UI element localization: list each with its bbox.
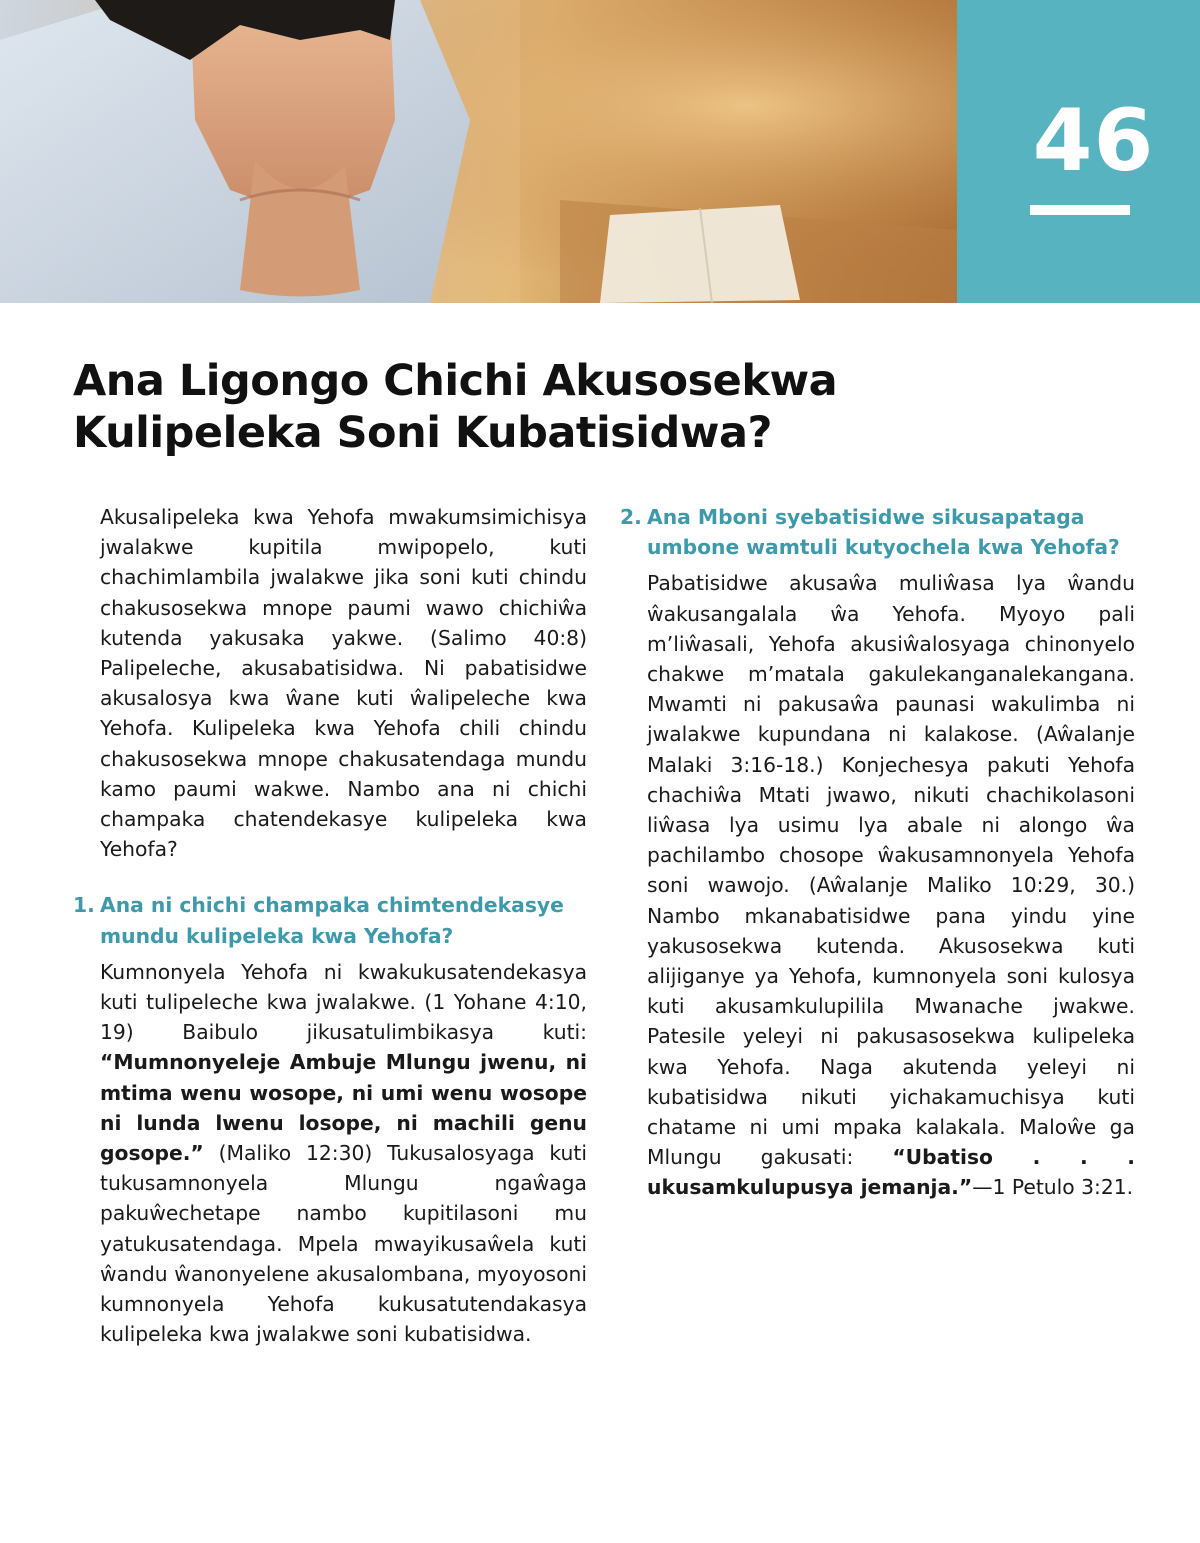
section-2-text-before: Pabatisidwe akusaŵa muliŵasa lya ŵandu ŵakusangalala ŵa Yehofa. Myoyo pali m’liŵasali, Yehofa akusiŵalosyaga chinonyelo chakwe m’matala gakulekanganalekangana. Mwamti ni pakusaŵa paunasi wakulimba ni jwalakwe kupundana ni kalakose. (Aŵalanje Malaki 3:16-18.) Konjechesya pakuti Yehofa chachiŵa Mtati jwawo, nikuti chachikolasoni liŵasa lya usimu lya abale ni alongo ŵa pachilambo chosope ŵakusamnonyela Yehofa soni wawojo. (Aŵalanje Maliko 10:29, 30.) Nambo mkanabatisidwe pana yindu yine yakusosekwa kutenda. Akusosekwa kuti alijiganye ya Yehofa, kumnonyela soni kulosya kuti akusamkulupilila Mwanache jwakwe. Patesile yeleyi ni pakusasosekwa kulipeleka kwa Yehofa. Naga akutenda yeleyi ni kubatisidwa nikuti yichakamuchisya kuti chatame ni umi mpaka kalakala. Maloŵe ga Mlungu gakusati: xyxy=(647,571,1135,1170)
section-1-text-after: (Maliko 12:30) Tukusalosyaga kuti tukusamnonyela Mlungu ngaŵaga pakuŵechetape nambo kupitilasoni mu yatukusatendaga. Mpela mwayikusaŵela kuti ŵandu ŵanonyelene akusalombana, myoyosoni kumnonyela Yehofa kukusatutendakasya kulipeleka kwa jwalakwe soni kubatisidwa. xyxy=(100,1141,587,1347)
right-column xyxy=(620,502,1135,1203)
left-column xyxy=(73,502,587,1349)
lesson-number-underline xyxy=(1030,205,1130,215)
praying-man-photo-icon xyxy=(0,0,957,303)
header-photo xyxy=(0,0,957,303)
page-title xyxy=(73,355,953,459)
section-1-paragraph xyxy=(100,957,587,1350)
page-title-line2: Kulipeleka Soni Kubatisidwa? xyxy=(73,408,772,458)
intro-paragraph: Akusalipeleka kwa Yehofa mwakumsimichisya jwalakwe kupitila mwipopelo, kuti chachimlambila jwalakwe jika soni kuti chindu chakusosekwa mnope paumi wawo chichiŵa kutenda yakusaka yakwe. (Salimo 40:8) Palipeleche, akusabatisidwa. Ni pabatisidwe akusalosya kwa ŵane kuti ŵalipeleche kwa Yehofa. Kulipeleka kwa Yehofa chili chindu chakusosekwa mnope chakusatendaga mundu kamo paumi wakwe. Nambo ana ni chichi champaka chatendekasye kulipeleka kwa Yehofa? xyxy=(100,505,587,862)
section-1-text-before: Kumnonyela Yehofa ni kwakukusatendekasya kuti tulipeleche kwa jwalakwe. (1 Yohane 4:10, 19) Baibulo jikusatulimbikasya kuti: xyxy=(100,959,587,1045)
section-1-question-text: Ana ni chichi champaka chimtendekasye mundu kulipeleka kwa Yehofa? xyxy=(100,893,564,948)
page-title-line1: Ana Ligongo Chichi Akusosekwa xyxy=(73,356,838,406)
section-2-question-text: Ana Mboni syebatisidwe sikusapataga umbone wamtuli kutyochela kwa Yehofa? xyxy=(647,505,1120,560)
section-2-paragraph xyxy=(647,568,1135,1202)
section-1-bold-quote: “Mumnonyeleje Ambuje Mlungu jwenu, ni mtima wenu wosope, ni umi wenu wosope ni lunda lwenu losope, ni machili genu gosope.” xyxy=(100,1050,587,1166)
section-2-number: 2. xyxy=(620,505,642,529)
lesson-number-badge xyxy=(957,0,1200,303)
section-2-bold-quote: “Ubatiso . . . ukusamkulupusya jemanja.” xyxy=(647,1145,1135,1200)
section-2-text-after: —1 Petulo 3:21. xyxy=(972,1175,1134,1200)
section-1-number: 1. xyxy=(73,893,95,918)
section-2-question xyxy=(620,502,1135,562)
lesson-number: 46 xyxy=(1032,91,1155,191)
section-1-question xyxy=(73,890,587,950)
